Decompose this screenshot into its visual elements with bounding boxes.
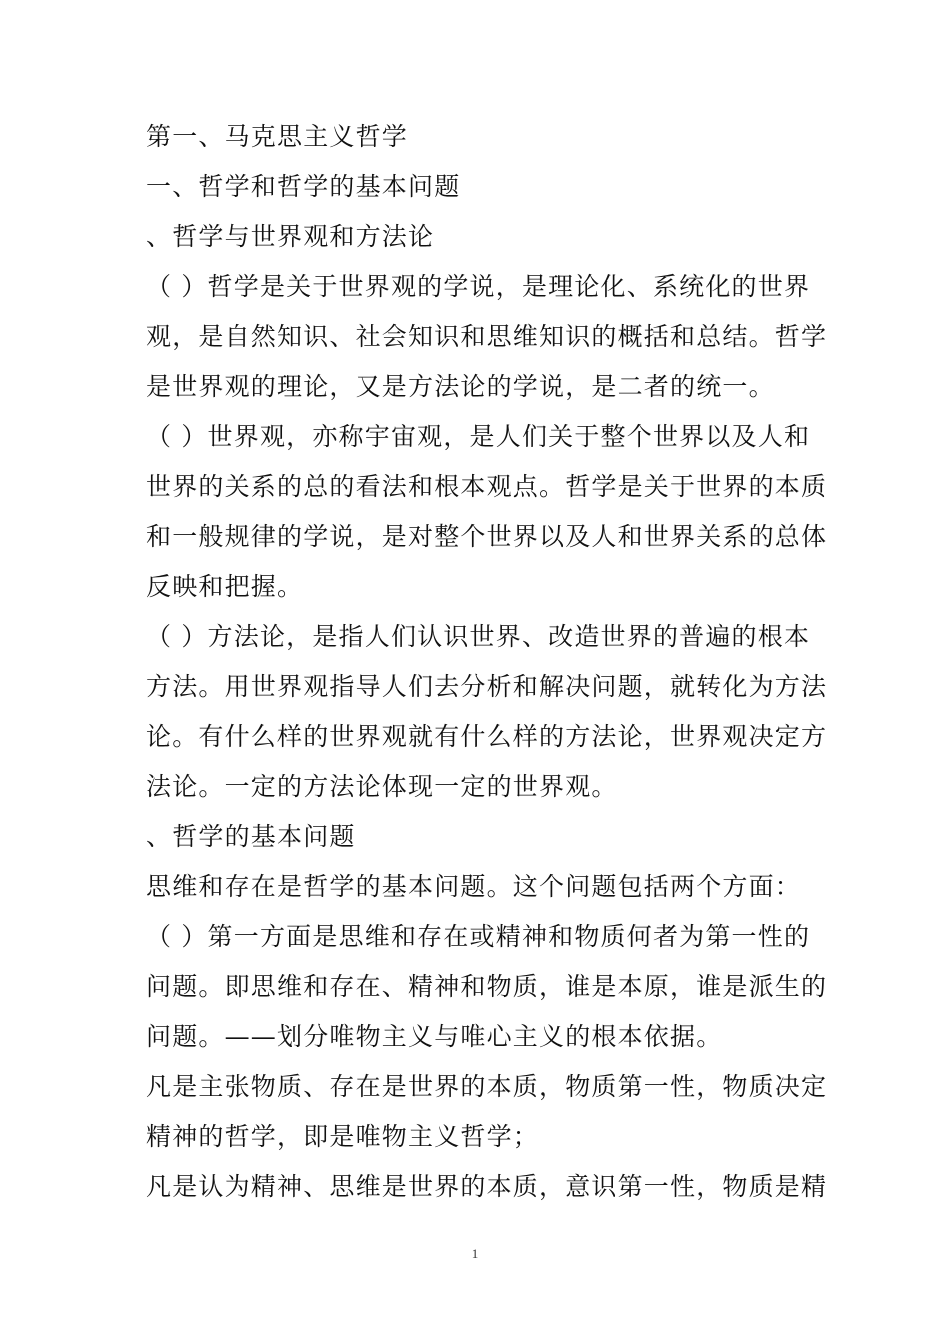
paragraph-line: 论。有什么样的世界观就有什么样的方法论，世界观决定方 [146,722,828,751]
paragraph-line: 问题。——划分唯物主义与唯心主义的根本依据。 [146,1022,723,1051]
paragraph-line: 是世界观的理论，又是方法论的学说，是二者的统一。 [146,372,775,401]
paragraph-line: 凡是主张物质、存在是世界的本质，物质第一性，物质决定 [146,1072,828,1101]
document-body [146,112,826,1212]
paragraph-line: （ ）第一方面是思维和存在或精神和物质何者为第一性的 [146,922,811,951]
paragraph-line: （ ）哲学是关于世界观的学说，是理论化、系统化的世界 [146,272,811,301]
paragraph-line: 法论。一定的方法论体现一定的世界观。 [146,772,618,801]
paragraph-line: 精神的哲学，即是唯物主义哲学； [146,1122,540,1151]
paragraph-line: 方法。用世界观指导人们去分析和解决问题，就转化为方法 [146,672,828,701]
paragraph-line: 反映和把握。 [146,572,304,601]
chapter-heading: 一、哲学和哲学的基本问题 [146,172,461,201]
paragraph-line: 观，是自然知识、社会知识和思维知识的概括和总结。哲学 [146,322,828,351]
paragraph-line: （ ）世界观，亦称宇宙观，是人们关于整个世界以及人和 [146,422,811,451]
paragraph-line: （ ）方法论，是指人们认识世界、改造世界的普遍的根本 [146,622,811,651]
paragraph-line: 和一般规律的学说，是对整个世界以及人和世界关系的总体 [146,522,828,551]
paragraph-line: 凡是认为精神、思维是世界的本质，意识第一性，物质是精 [146,1172,828,1201]
paragraph-line: 思维和存在是哲学的基本问题。这个问题包括两个方面： [146,872,802,901]
section-title: 第一、马克思主义哲学 [146,122,409,151]
paragraph-line: 问题。即思维和存在、精神和物质，谁是本原，谁是派生的 [146,972,828,1001]
subsection-heading: 、哲学的基本问题 [146,822,356,851]
paragraph-line: 世界的关系的总的看法和根本观点。哲学是关于世界的本质 [146,472,828,501]
page-number: 1 [471,1246,479,1261]
subsection-heading: 、哲学与世界观和方法论 [146,222,435,251]
